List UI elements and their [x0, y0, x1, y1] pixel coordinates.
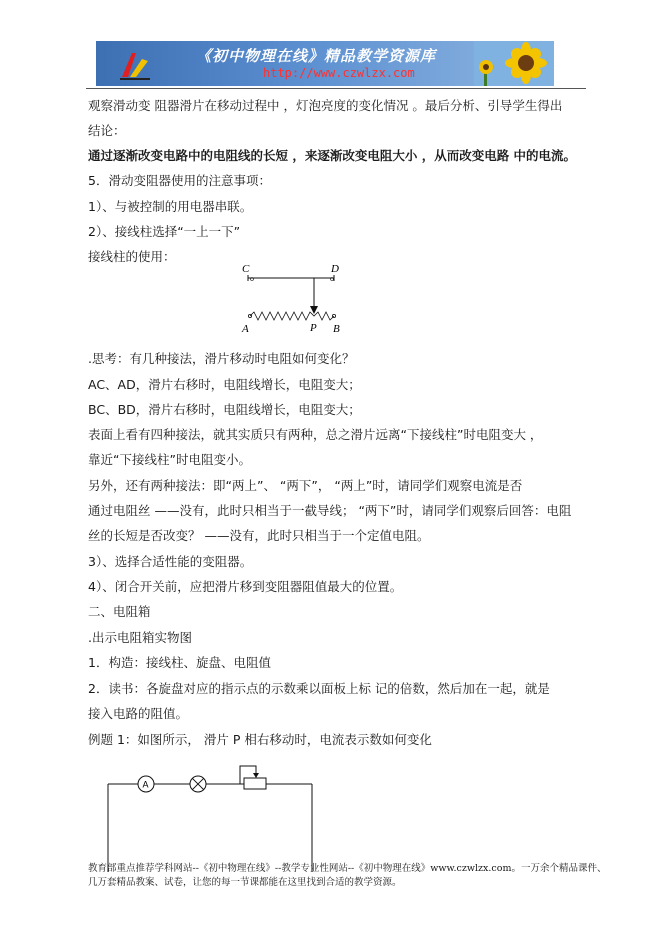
- paragraph-structure: 1．构造：接线柱、旋盘、电阻值: [88, 655, 271, 670]
- section-heading-resistance-box: 二、电阻箱: [88, 604, 151, 619]
- label-b: B: [333, 323, 340, 335]
- paragraph-essence: 表面上看有四种接法，就其实质只有两种，总之滑片远离“下接线柱”时电阻变大 ，: [88, 427, 543, 442]
- paragraph-think: .思考：有几种接法，滑片移动时电阻如何变化？: [88, 351, 355, 366]
- paragraph-reading-cont: 接入电路的阻值。: [88, 706, 189, 721]
- paragraph-reading: 2．读书：各旋盘对应的指示点的示数乘以面板上标 记的倍数，然后加在一起，就是: [88, 681, 550, 696]
- label-p: P: [310, 322, 317, 334]
- paragraph-ac-ad: AC、AD，滑片右移时，电阻线增长，电阻变大；: [88, 377, 361, 392]
- label-a: A: [242, 323, 249, 335]
- paragraph-other-ways-cont2: 丝的长短是否改变？ ——没有，此时只相当于一个定值电阻。: [88, 528, 430, 543]
- label-c: C: [242, 263, 250, 275]
- header-title: 《初中物理在线》精品教学资源库: [196, 47, 437, 65]
- ammeter-label: A: [142, 779, 149, 790]
- paragraph-connector-usage: 接线柱的使用：: [88, 249, 176, 264]
- paragraph-conclusion: 通过逐渐改变电路中的电阻线的长短 ，来逐渐改变电阻大小 ，从而改变电路 中的电流。: [88, 148, 577, 163]
- paragraph-other-ways: 另外，还有两种接法：即“两上”、 “两下”， “两上”时，请同学们观察电流是否: [88, 478, 523, 493]
- paragraph-item-2: 2）、接线柱选择“一上一下”: [88, 224, 241, 239]
- paragraph-other-ways-cont1: 通过电阻丝 ——没有，此时只相当于一截导线； “两下”时，请同学们观察后回答：电阻: [88, 503, 572, 518]
- example-circuit-diagram: [100, 762, 320, 872]
- paragraph-observe-cont: 结论：: [88, 123, 126, 138]
- footer-line-2: 几万套精品教案、试卷，让您的每一节课都能在这里找到合适的教学资源。: [88, 877, 402, 888]
- paragraph-item-1: 1）、与被控制的用电器串联。: [88, 199, 253, 214]
- header-banner: [96, 41, 554, 86]
- paragraph-bc-bd: BC、BD，滑片右移时，电阻线增长，电阻变大；: [88, 402, 361, 417]
- paragraph-item-3: 3）、选择合适性能的变阻器。: [88, 554, 253, 569]
- sunflower-image-icon: [474, 41, 554, 86]
- header-url[interactable]: http://www.czwlzx.com: [263, 66, 415, 80]
- rheostat-connector-diagram: [236, 260, 346, 335]
- paragraph-essence-cont: 靠近“下接线柱”时电阻变小。: [88, 452, 251, 467]
- paragraph-example-1: 例题 1：如图所示， 滑片 P 相右移动时，电流表示数如何变化: [88, 732, 432, 747]
- label-d: D: [331, 263, 339, 275]
- footer-line-1: 教育部重点推荐学科网站--《初中物理在线》--教学专业性网站--《初中物理在线》www.czwlzx.com。一万余个精品课件、: [88, 863, 607, 874]
- header-divider: [86, 88, 586, 89]
- paragraph-observe: 观察滑动变 阻器滑片在移动过程中 ，灯泡亮度的变化情况 。最后分析、引导学生得出: [88, 98, 563, 113]
- paragraph-show-box: .出示电阻箱实物图: [88, 630, 192, 645]
- paragraph-heading-5: 5．滑动变阻器使用的注意事项：: [88, 173, 271, 188]
- site-logo-icon: [118, 47, 152, 81]
- paragraph-item-4: 4）、闭合开关前，应把滑片移到变阻器阻值最大的位置。: [88, 579, 403, 594]
